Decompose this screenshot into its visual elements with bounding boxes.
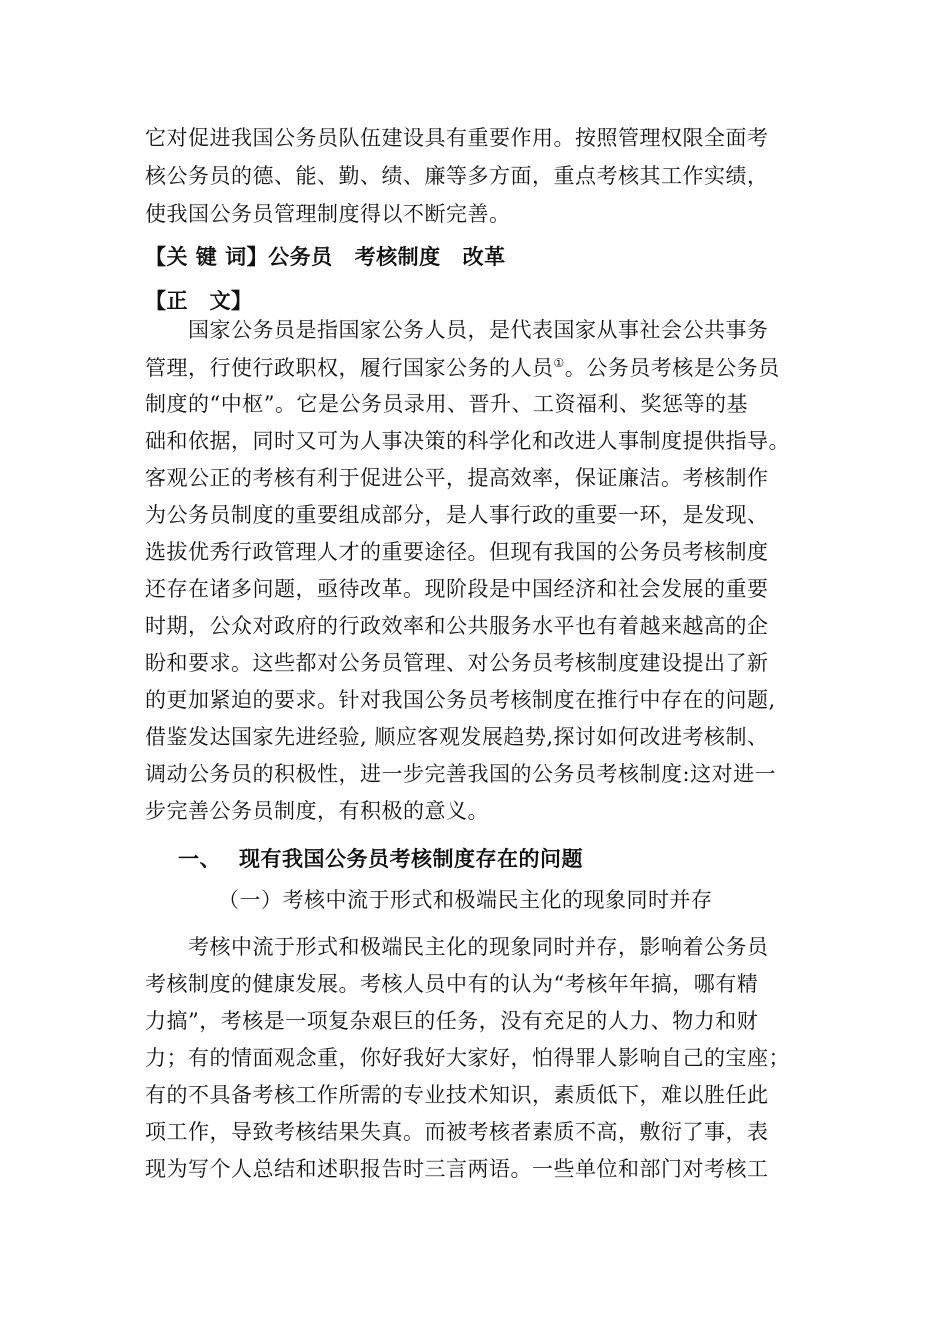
body-line: 现为写个人总结和述职报告时三言两语。一些单位和部门对考核工	[145, 1157, 769, 1181]
body-line: 力搞”，考核是一项复杂艰巨的任务，没有充足的人力、物力和财	[145, 1009, 759, 1033]
body-line: 的更加紧迫的要求。针对我国公务员考核制度在推行中存在的问题,	[145, 688, 776, 712]
body-line: 客观公正的考核有利于促进公平，提高效率，保证廉洁。考核制作	[145, 466, 769, 490]
body-line	[145, 357, 815, 379]
body-line: 制度的“中枢”。它是公务员录用、晋升、工资福利、奖惩等的基	[145, 392, 748, 416]
body-line: 还存在诸多问题，亟待改革。现阶段是中国经济和社会发展的重要	[145, 577, 769, 601]
keyword: 考核制度	[354, 244, 441, 269]
keyword: 改革	[462, 244, 506, 269]
footnote-marker: ①	[553, 356, 565, 370]
body-heading: 【正 文】	[145, 288, 253, 313]
body-line: 选拔优秀行政管理人才的重要途径。但现有我国的公务员考核制度	[145, 540, 769, 564]
body-line: 国家公务员是指国家公务人员，是代表国家从事社会公共事务	[145, 318, 769, 342]
subsection-heading: （一）考核中流于形式和极端民主化的现象同时并存	[218, 888, 713, 912]
body-line: 借鉴发达国家先进经验, 顺应客观发展趋势,探讨如何改进考核制、	[145, 725, 769, 749]
body-line: 考核中流于形式和极端民主化的现象同时并存，影响着公务员	[145, 935, 769, 959]
body-line: 调动公务员的积极性，进一步完善我国的公务员考核制度:这对进一	[145, 762, 777, 786]
body-line: 时期，公众对政府的行政效率和公共服务水平也有着越来越高的企	[145, 614, 769, 638]
body-line: 盼和要求。这些都对公务员管理、对公务员考核制度建设提出了新	[145, 651, 769, 675]
body-line: 项工作，导致考核结果失真。而被考核者素质不高，敷衍了事，表	[145, 1120, 769, 1144]
body-line: 考核制度的健康发展。考核人员中有的认为“考核年年搞，哪有精	[145, 972, 759, 996]
section-title: 现有我国公务员考核制度存在的问题	[239, 846, 583, 871]
abstract-line: 使我国公务员管理制度得以不断完善。	[145, 202, 511, 226]
section-heading	[178, 848, 848, 869]
body-line: 为公务员制度的重要组成部分，是人事行政的重要一环，是发现、	[145, 503, 769, 527]
body-text: 。公务员考核是公务员	[564, 356, 780, 380]
body-line: 力；有的情面观念重，你好我好大家好，怕得罪人影响自己的宝座；	[145, 1046, 790, 1070]
section-number: 一、	[178, 846, 221, 871]
keyword: 公务员	[268, 244, 333, 269]
body-text: 管理，行使行政职权，履行国家公务的人员	[145, 356, 554, 380]
abstract-line: 它对促进我国公务员队伍建设具有重要作用。按照管理权限全面考	[145, 126, 769, 150]
keywords-line	[145, 246, 815, 267]
abstract-line: 核公务员的德、能、勤、绩、廉等多方面，重点考核其工作实绩，	[145, 164, 769, 188]
keywords-label: 【关 键 词】	[145, 244, 269, 269]
body-line: 步完善公务员制度，有积极的意义。	[145, 799, 489, 823]
body-line: 础和依据，同时又可为人事决策的科学化和改进人事制度提供指导。	[145, 429, 790, 453]
body-line: 有的不具备考核工作所需的专业技术知识，素质低下，难以胜任此	[145, 1083, 769, 1107]
